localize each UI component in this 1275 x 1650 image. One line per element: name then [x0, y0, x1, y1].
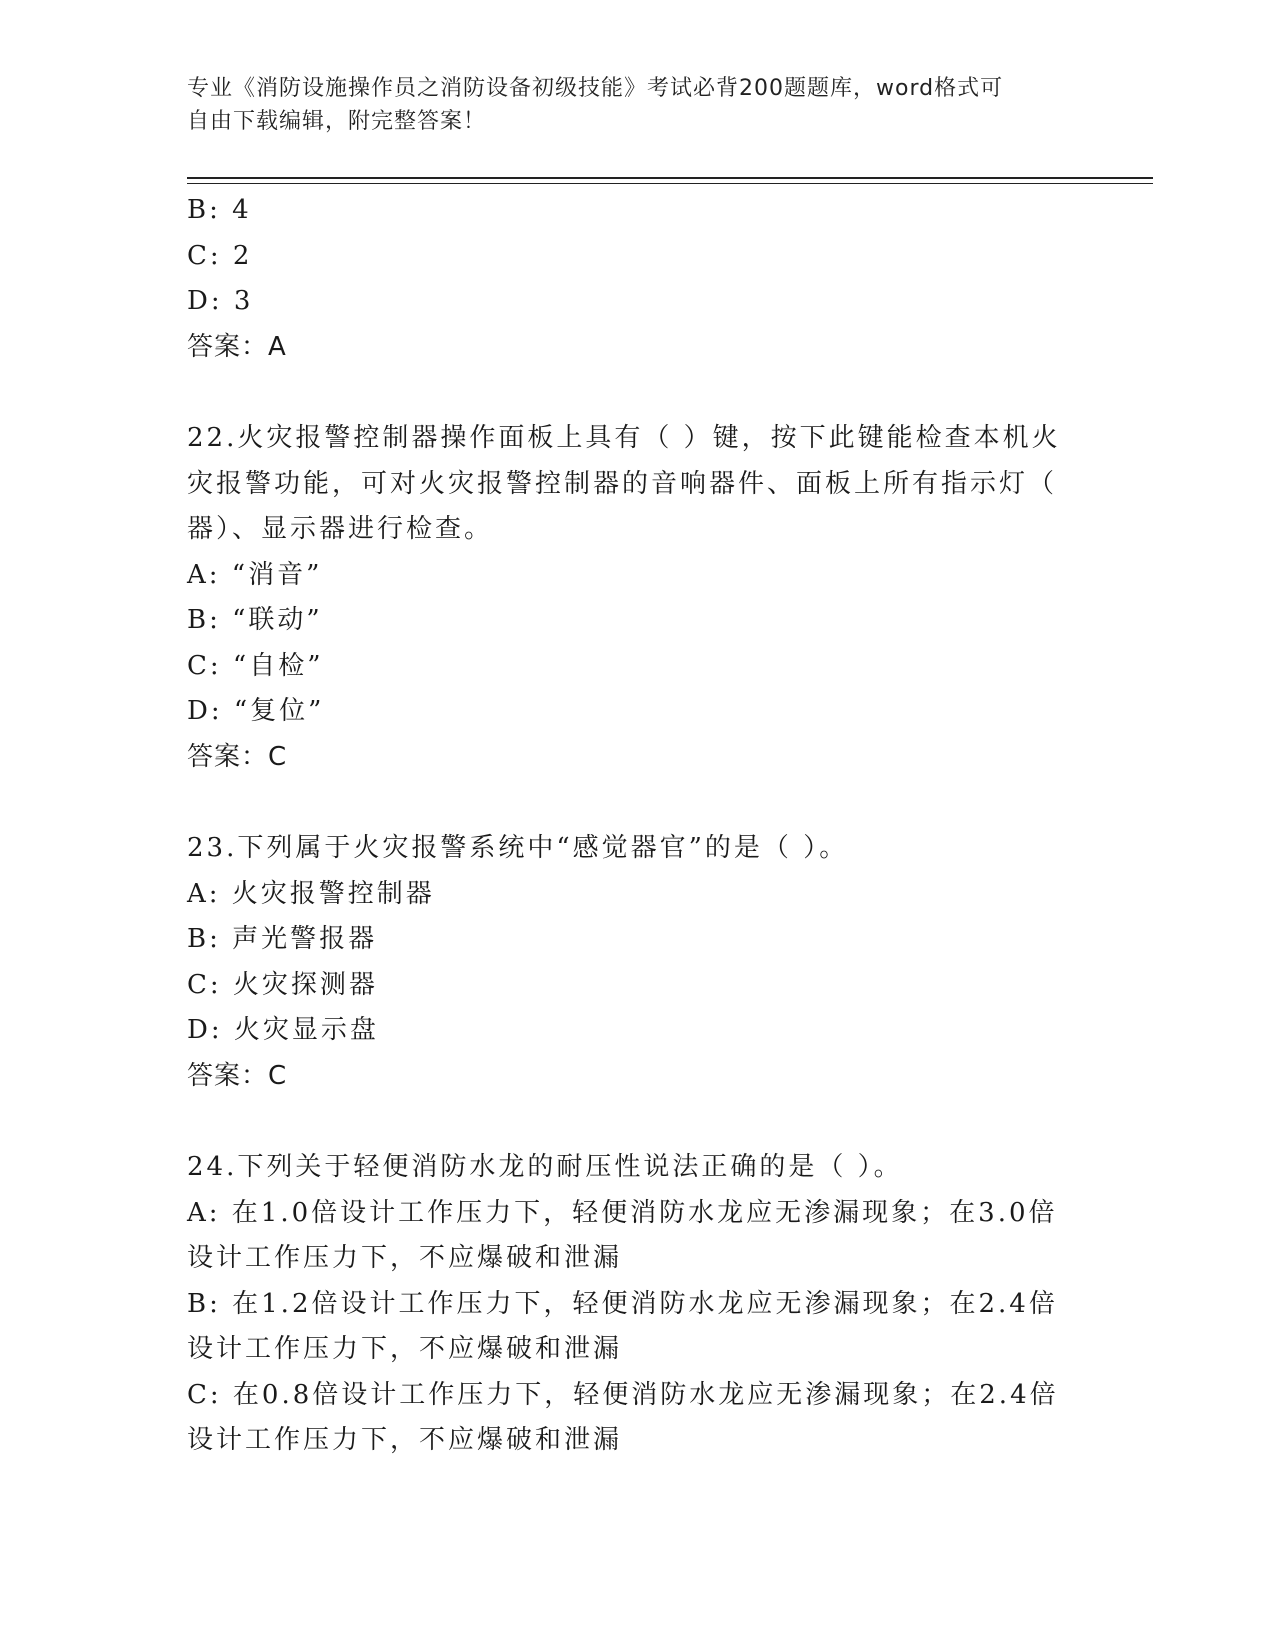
- option-c-line-1: C: 在0.8倍设计工作压力下，轻便消防水龙应无渗漏现象；在2.4倍: [187, 1379, 1059, 1410]
- option-d: D: 3: [187, 286, 254, 316]
- option-d: D: “复位”: [187, 696, 325, 726]
- header-divider-thin: [187, 183, 1153, 184]
- option-a-line-2: 设计工作压力下，不应爆破和泄漏: [187, 1243, 623, 1273]
- option-c-line-2: 设计工作压力下，不应爆破和泄漏: [187, 1425, 623, 1455]
- answer-line: 答案：C: [187, 1060, 288, 1091]
- question-stem: 23.下列属于火灾报警系统中“感觉器官”的是（ ）。: [187, 833, 849, 863]
- question-24: [187, 1145, 1087, 1464]
- question-stem-line-3: 器）、显示器进行检查。: [187, 514, 494, 544]
- question-21-tail: [187, 188, 1087, 370]
- question-list: [187, 188, 1087, 1464]
- option-b-line-2: 设计工作压力下，不应爆破和泄漏: [187, 1334, 623, 1364]
- option-b: B: “联动”: [187, 605, 323, 635]
- option-c: C: 火灾探测器: [187, 969, 378, 1000]
- option-b: B: 4: [187, 195, 252, 225]
- question-stem: 24.下列关于轻便消防水龙的耐压性说法正确的是（ ）。: [187, 1152, 903, 1182]
- option-c: C: “自检”: [187, 650, 324, 681]
- spacer: [187, 370, 1087, 416]
- spacer: [187, 780, 1087, 826]
- page-header: [187, 72, 1067, 138]
- spacer: [187, 1099, 1087, 1145]
- option-b-line-1: B: 在1.2倍设计工作压力下，轻便消防水龙应无渗漏现象；在2.4倍: [187, 1288, 1058, 1319]
- header-title-line-2: 自由下载编辑，附完整答案！: [187, 109, 487, 134]
- question-stem-line-1: 22.火灾报警控制器操作面板上具有（ ）键，按下此键能检查本机火: [187, 423, 1061, 453]
- option-a: A: 火灾报警控制器: [187, 878, 435, 909]
- header-title-line-1: 专业《消防设施操作员之消防设备初级技能》考试必背200题题库，word格式可: [187, 76, 1004, 101]
- option-a-line-1: A: 在1.0倍设计工作压力下，轻便消防水龙应无渗漏现象；在3.0倍: [187, 1197, 1058, 1228]
- option-a: A: “消音”: [187, 559, 323, 590]
- option-c: C: 2: [187, 240, 253, 271]
- question-22: [187, 416, 1087, 780]
- question-stem-line-2: 灾报警功能，可对火灾报警控制器的音响器件、面板上所有指示灯（: [187, 468, 1058, 499]
- option-d: D: 火灾显示盘: [187, 1015, 379, 1045]
- question-23: [187, 826, 1087, 1099]
- option-b: B: 声光警报器: [187, 924, 378, 954]
- answer-line: 答案：C: [187, 741, 288, 772]
- header-divider-thick: [187, 177, 1153, 179]
- answer-line: 答案：A: [187, 331, 287, 362]
